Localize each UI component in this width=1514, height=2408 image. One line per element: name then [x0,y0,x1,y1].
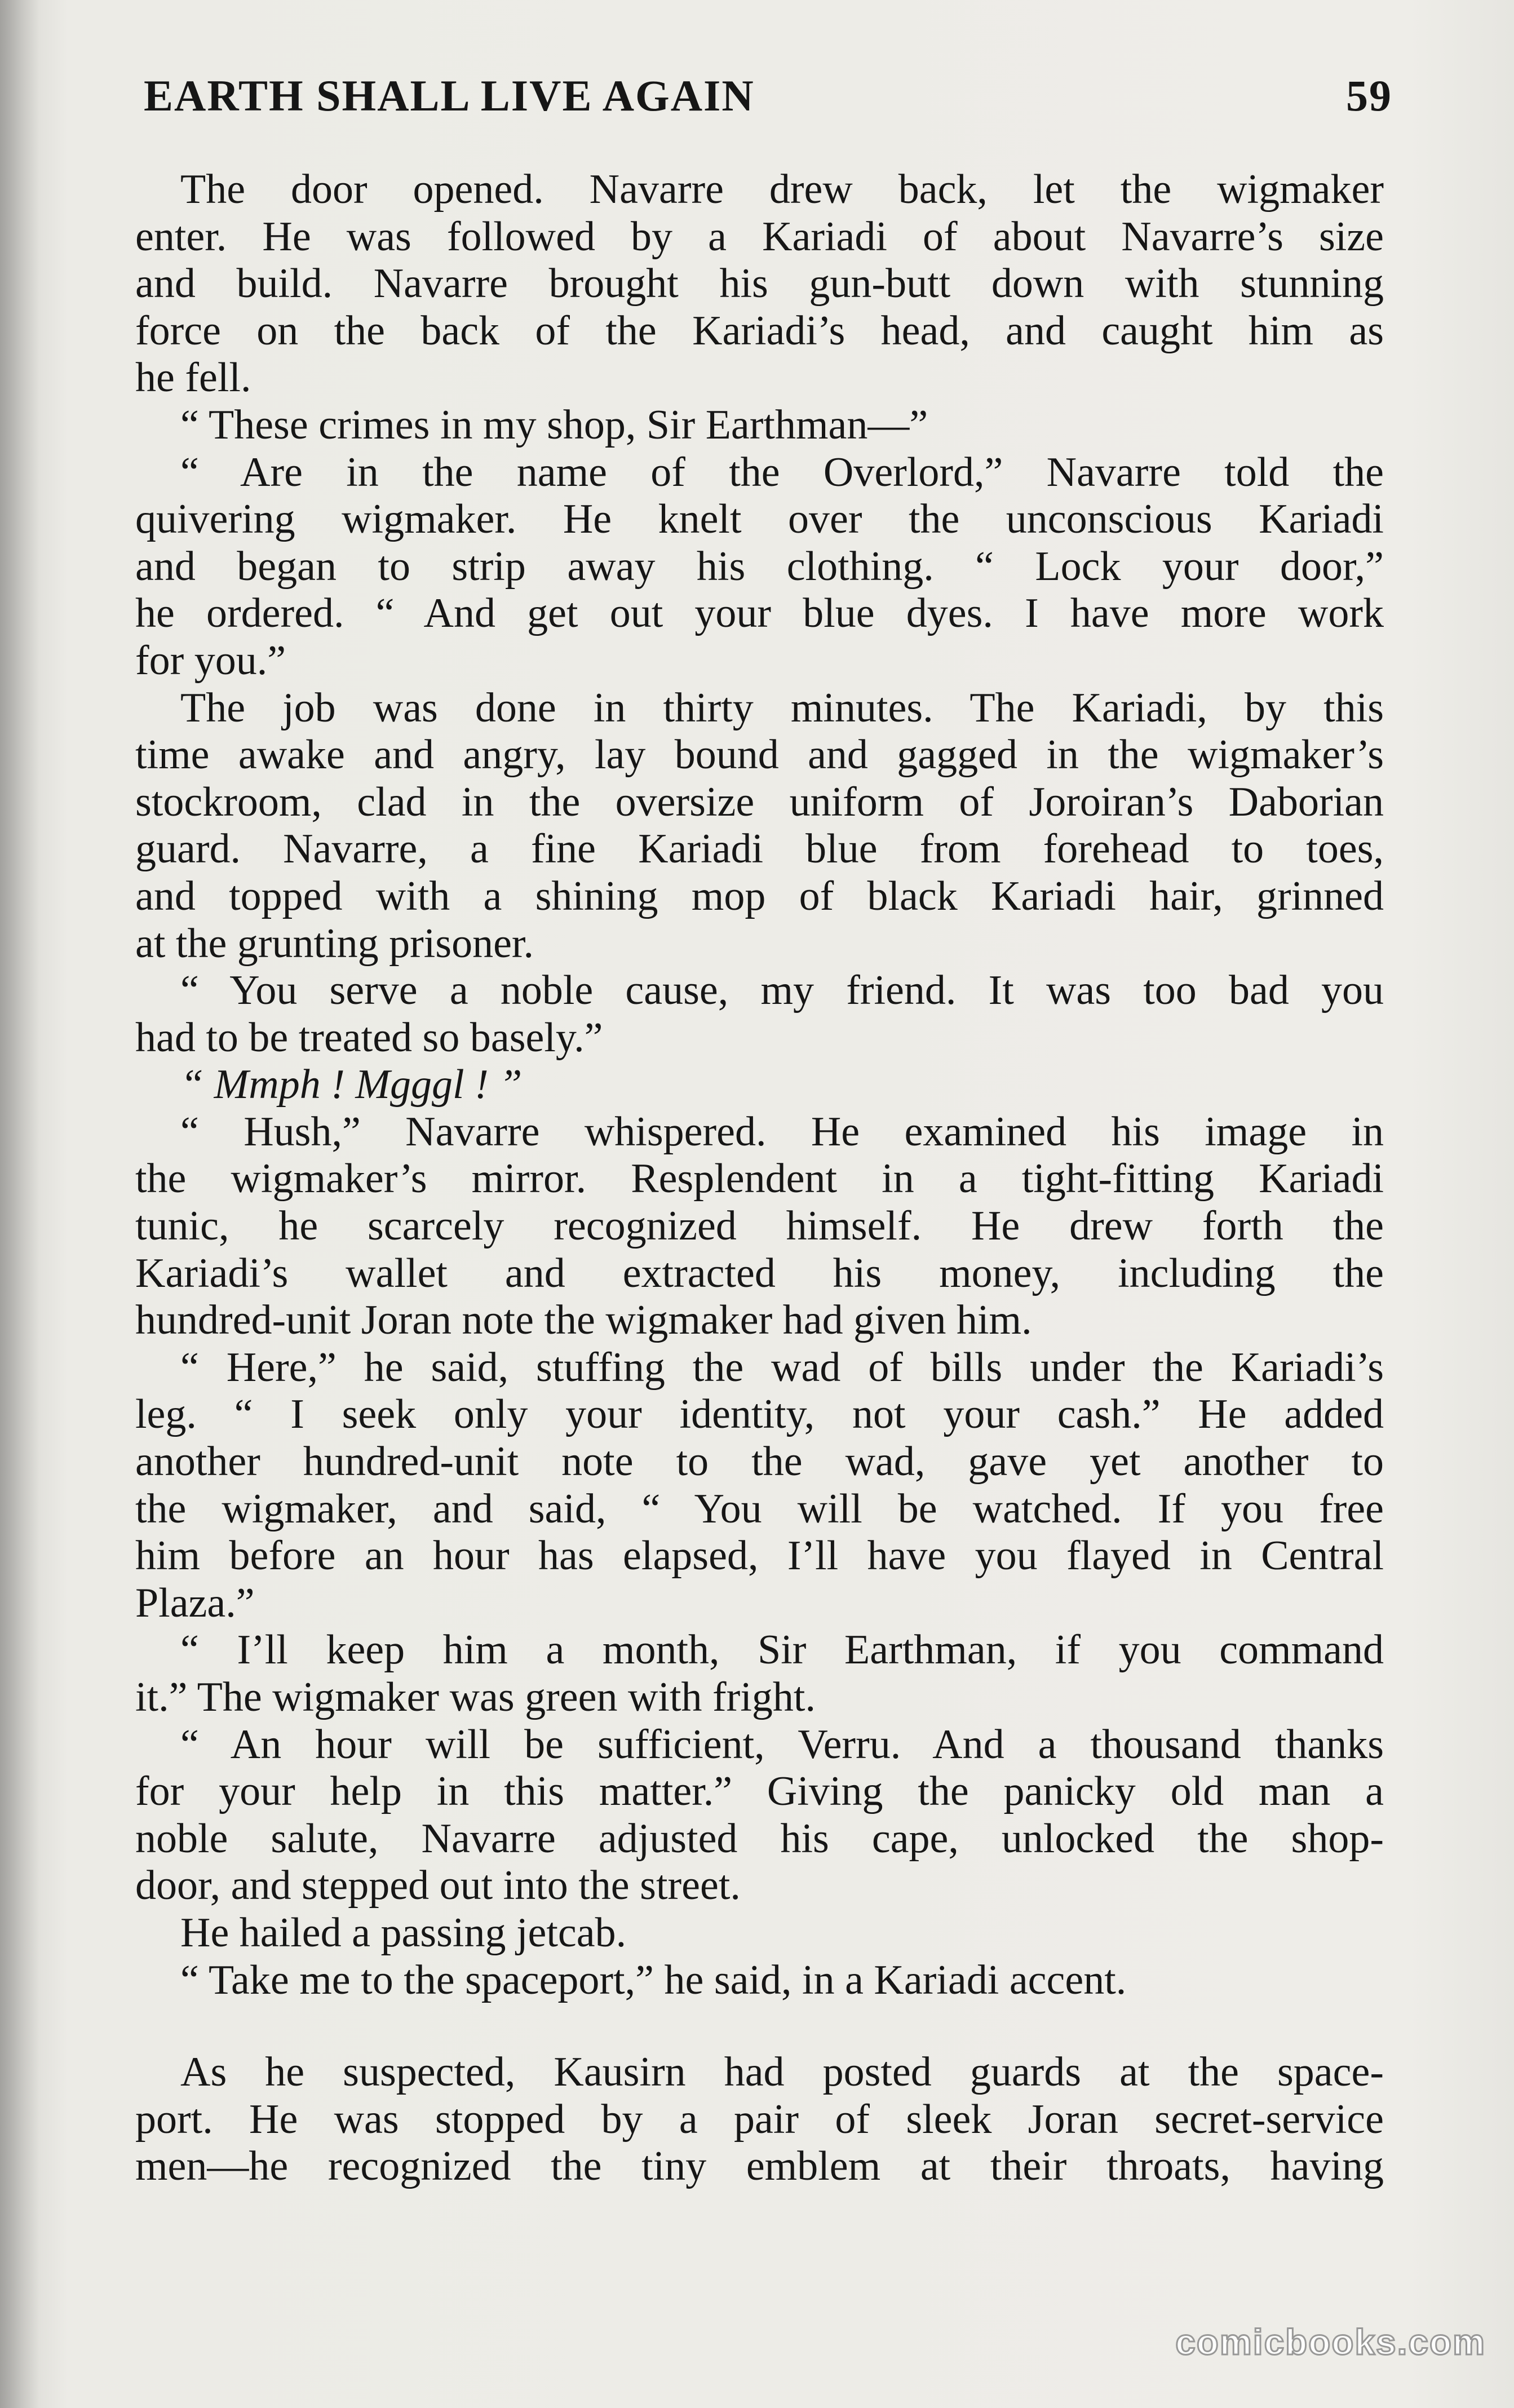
text-line: He hailed a passing jetcab. [180,1909,627,1956]
watermark-logo: comicbooks.com [1175,2322,1486,2362]
text-line: Kariadi’s wallet and extracted his money, including the [135,1250,1384,1296]
text-line: time awake and angry, lay bound and gagged in the wigmaker’s [135,732,1384,778]
page-spine-shadow [0,0,39,2408]
text-line: “ Hush,” Navarre whispered. He examined his image in [180,1108,1384,1155]
text-line: and build. Navarre brought his gun-butt down with stunning [135,260,1384,307]
text-line: the wigmaker’s mirror. Resplendent in a tight-fitting Kariadi [135,1156,1384,1202]
text-line: “ Mmph ! Mgggl ! ” [180,1061,523,1108]
text-line: and began to strip away his clothing. “ Lock your door,” [135,543,1384,590]
text-line: for your help in this matter.” Giving the panicky old man a [135,1768,1384,1815]
text-line: enter. He was followed by a Kariadi of about Navarre’s size [135,213,1384,260]
text-line: at the grunting prisoner. [135,920,534,967]
text-line: him before an hour has elapsed, I’ll have you flayed in Central [135,1533,1384,1579]
text-line: he ordered. “ And get out your blue dyes. I have more work [135,590,1384,637]
text-line: the wigmaker, and said, “ You will be watched. If you free [135,1485,1384,1532]
text-line: guard. Navarre, a fine Kariadi blue from forehead to toes, [135,826,1384,873]
text-line: “ These crimes in my shop, Sir Earthman—” [180,401,928,448]
page-header [144,70,1392,132]
text-line: door, and stepped out into the street. [135,1862,741,1909]
text-line: stockroom, clad in the oversize uniform of Joroiran’s Daborian [135,778,1384,825]
text-line: for you.” [135,637,286,684]
text-line: quivering wigmaker. He knelt over the unconscious Kariadi [135,496,1384,543]
text-line: he fell. [135,355,251,401]
text-line: “ An hour will be sufficient, Verru. And a thousand thanks [180,1721,1384,1768]
text-line: another hundred-unit note to the wad, gave yet another to [135,1438,1384,1485]
text-line: The door opened. Navarre drew back, let the wigmaker [180,166,1384,213]
text-line: “ Here,” he said, stuffing the wad of bills under the Kariadi’s [180,1344,1384,1391]
page-number: 59 [1346,71,1392,120]
text-line: “ Take me to the spaceport,” he said, in a Kariadi accent. [180,1957,1127,2003]
text-line: force on the back of the Kariadi’s head, and caught him as [135,307,1384,354]
text-line: “ Are in the name of the Overlord,” Navarre told the [180,449,1384,495]
body-text [135,166,1384,2190]
text-line: had to be treated so basely.” [135,1014,603,1061]
text-line: “ I’ll keep him a month, Sir Earthman, if you command [180,1627,1384,1674]
text-line: hundred-unit Joran note the wigmaker had given him. [135,1297,1032,1344]
text-line: The job was done in thirty minutes. The Kariadi, by this [180,684,1384,731]
text-line: leg. “ I seek only your identity, not your cash.” He added [135,1391,1384,1438]
text-line: noble salute, Navarre adjusted his cape, unlocked the shop- [135,1815,1384,1862]
text-line: men—he recognized the tiny emblem at their throats, having [135,2143,1384,2190]
text-line: port. He was stopped by a pair of sleek Joran secret-service [135,2096,1384,2143]
text-line: “ You serve a noble cause, my friend. It was too bad you [180,967,1384,1014]
text-line: it.” The wigmaker was green with fright. [135,1674,816,1720]
text-line: As he suspected, Kausirn had posted guards at the space- [180,2049,1384,2096]
text-line: tunic, he scarcely recognized himself. He drew forth the [135,1203,1384,1250]
running-title: EARTH SHALL LIVE AGAIN [144,71,755,120]
section-break [135,2004,1384,2049]
text-line: Plaza.” [135,1579,255,1626]
text-line: and topped with a shining mop of black Kariadi hair, grinned [135,873,1384,919]
